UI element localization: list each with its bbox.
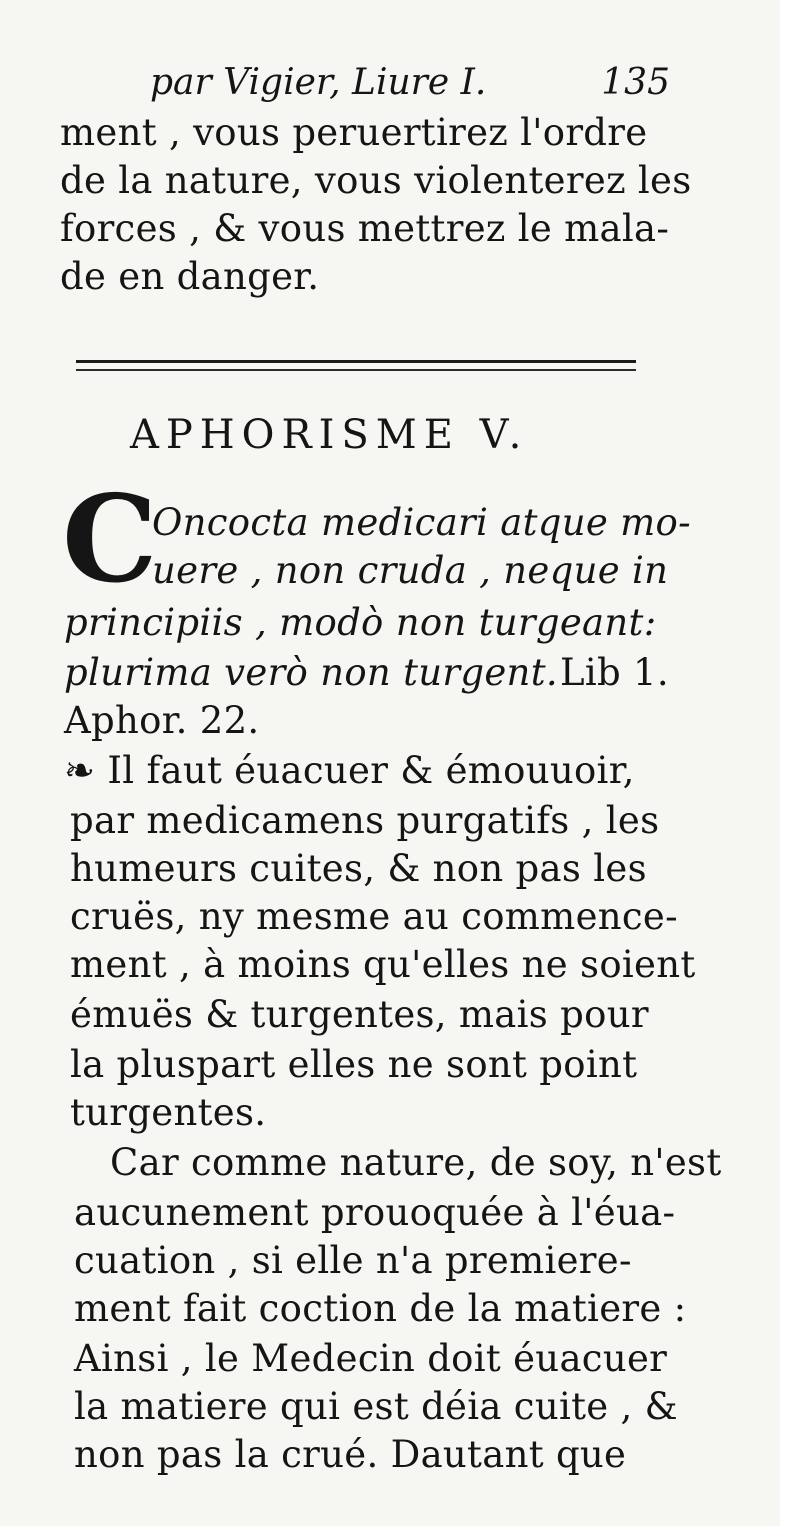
latin-line: uere , non cruda , neque in xyxy=(152,549,669,592)
latin-line: principiis , modò non turgeant: xyxy=(64,601,657,644)
citation: Lib 1. xyxy=(560,651,669,694)
running-head xyxy=(150,62,670,112)
latin-line: Oncocta medicari atque mo- xyxy=(152,501,691,544)
text-line: la matiere qui est déia cuite , & xyxy=(74,1385,678,1428)
text-line: ❧ Il faut éuacuer & émouuoir, xyxy=(64,749,635,792)
text-line: cruës, ny mesme au commence- xyxy=(70,895,678,938)
section-heading: APHORISME V. xyxy=(130,412,529,458)
text-line: de la nature, vous violenterez les xyxy=(60,159,692,202)
text-line: aucunement prouoquée à l'éua- xyxy=(74,1191,676,1234)
text-line: humeurs cuites, & non pas les xyxy=(70,847,647,890)
text-line: ment , vous peruertirez l'ordre xyxy=(60,111,648,154)
text-line: cuation , si elle n'a premiere- xyxy=(74,1239,632,1282)
text-line: non pas la crué. Dautant que xyxy=(74,1433,627,1476)
text-line: émuës & turgentes, mais pour xyxy=(70,993,649,1036)
scan-margin xyxy=(780,0,800,1526)
text-line: de en danger. xyxy=(60,255,320,298)
page-number: 135 xyxy=(601,62,670,103)
text-line: par medicamens purgatifs , les xyxy=(70,799,660,842)
text-line: la pluspart elles ne sont point xyxy=(70,1043,638,1086)
citation: Aphor. 22. xyxy=(64,699,260,742)
text-line: Ainsi , le Medecin doit éuacuer xyxy=(74,1337,668,1380)
latin-line: plurima verò non turgent. xyxy=(64,651,558,694)
text-line: turgentes. xyxy=(70,1091,267,1134)
text-line: ment , à moins qu'elles ne soient xyxy=(70,943,696,986)
text-line: ment fait coction de la matiere : xyxy=(74,1287,687,1330)
section-rule xyxy=(76,360,636,371)
drop-cap: C xyxy=(62,469,158,610)
text-line: forces , & vous mettrez le mala- xyxy=(60,207,670,250)
text-line: Car comme nature, de soy, n'est xyxy=(110,1141,722,1184)
running-title: par Vigier, Liure I. xyxy=(150,62,487,103)
